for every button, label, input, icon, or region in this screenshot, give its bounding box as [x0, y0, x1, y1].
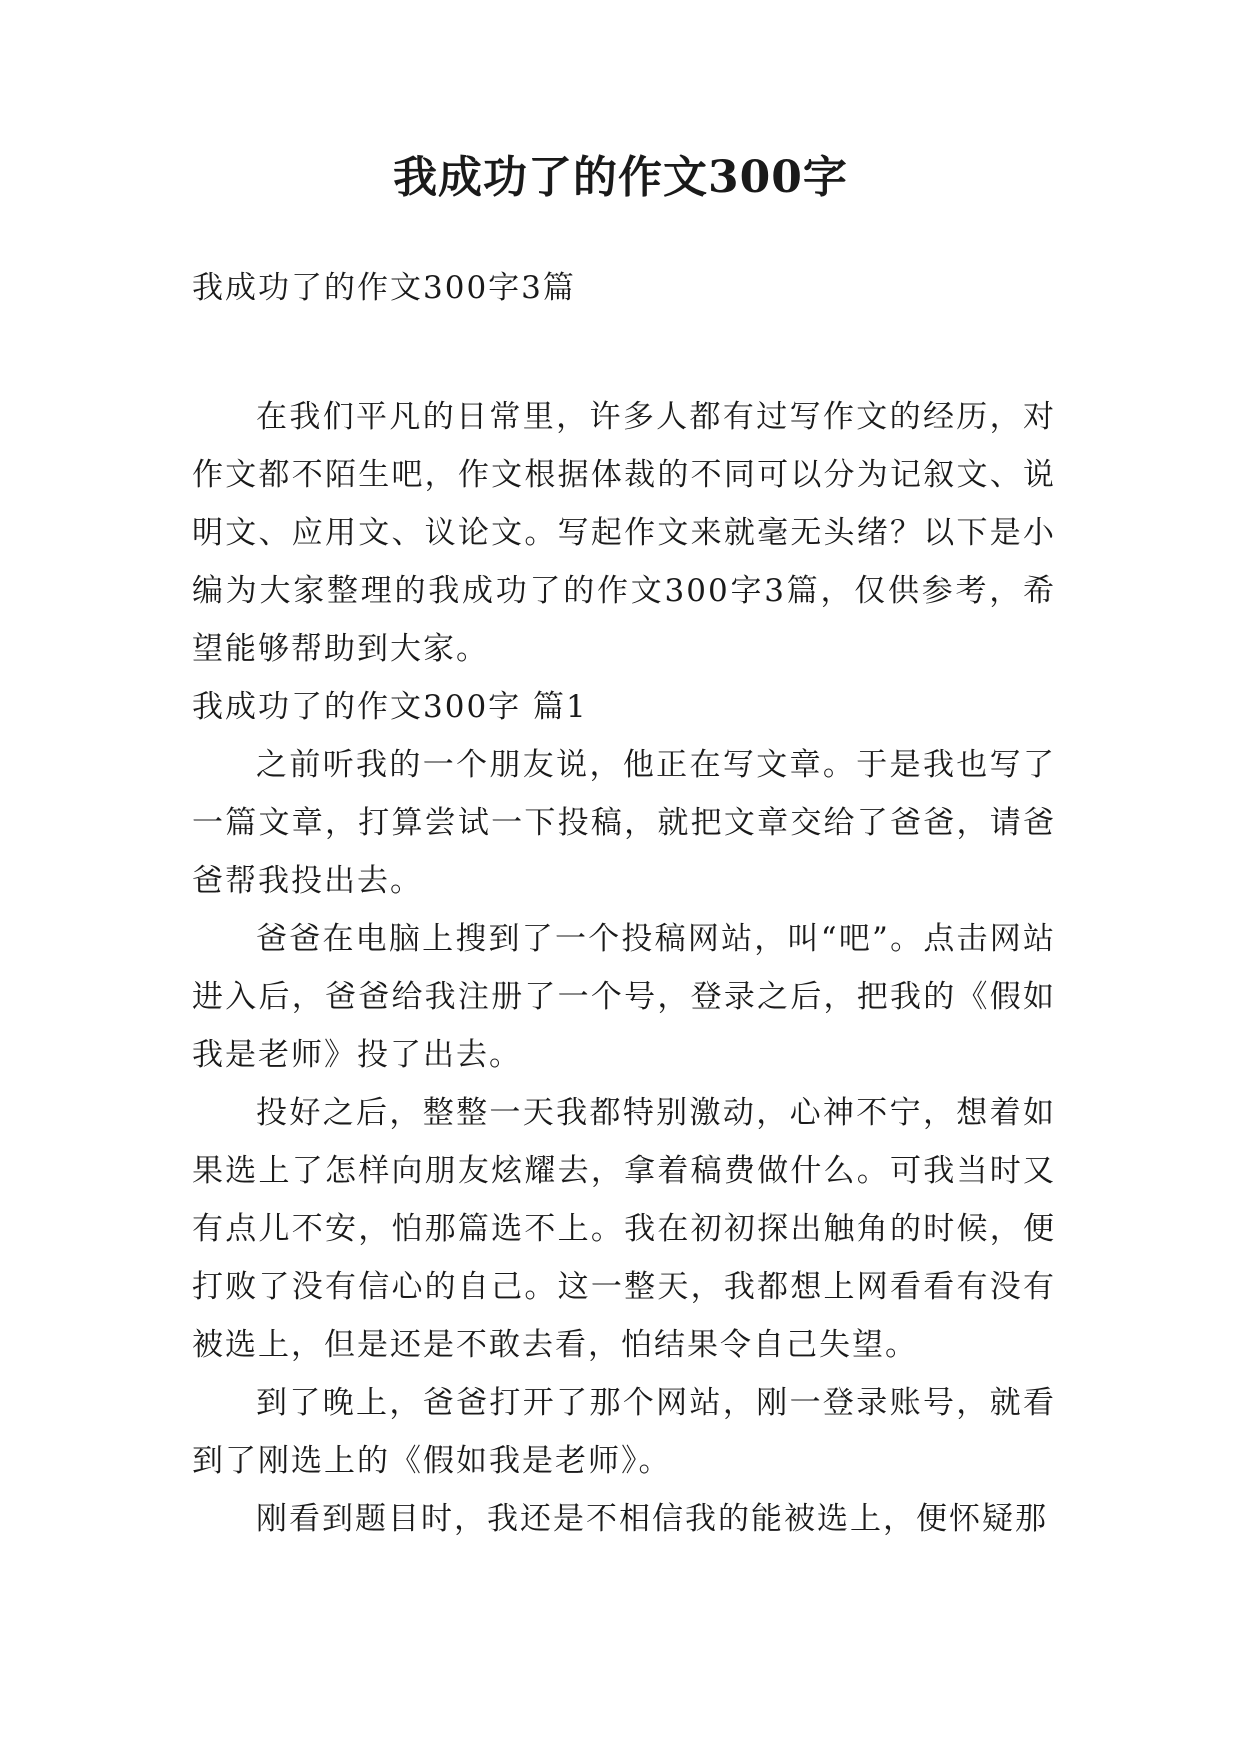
spacer: [192, 318, 1056, 388]
body-paragraph-5: 刚看到题目时，我还是不相信我的能被选上，便怀疑那: [256, 1501, 1048, 1537]
body-paragraph-1: 之前听我的一个朋友说，他正在写文章。于是我也写了一篇文章，打算尝试一下投稿，就把文章交给了爸爸，请爸爸帮我投出去。: [192, 747, 1056, 899]
section-heading: 我成功了的作文300字 篇1: [192, 689, 588, 725]
document-body: [192, 258, 1056, 1548]
body-paragraph-3: 投好之后，整整一天我都特别激动，心神不宁，想着如果选上了怎样向朋友炫耀去，拿着稿费做什么。可我当时又有点儿不安，怕那篇选不上。我在初初探出触角的时候，便打败了没有信心的自己。这一整天，我都想上网看看有没有被选上，但是还是不敢去看，怕结果令自己失望。: [192, 1095, 1056, 1363]
document-subtitle: 我成功了的作文300字3篇: [192, 270, 576, 306]
body-paragraph-4: 到了晚上，爸爸打开了那个网站，刚一登录账号，就看到了刚选上的《假如我是老师》。: [192, 1385, 1056, 1479]
body-paragraph-2: 爸爸在电脑上搜到了一个投稿网站，叫“吧”。点击网站进入后，爸爸给我注册了一个号，登录之后，把我的《假如我是老师》投了出去。: [192, 921, 1056, 1073]
intro-paragraph: 在我们平凡的日常里，许多人都有过写作文的经历，对作文都不陌生吧，作文根据体裁的不同可以分为记叙文、说明文、应用文、议论文。写起作文来就毫无头绪？以下是小编为大家整理的我成功了的作文300字3篇，仅供参考，希望能够帮助到大家。: [192, 399, 1056, 667]
document-title: 我成功了的作文300字: [393, 152, 848, 203]
